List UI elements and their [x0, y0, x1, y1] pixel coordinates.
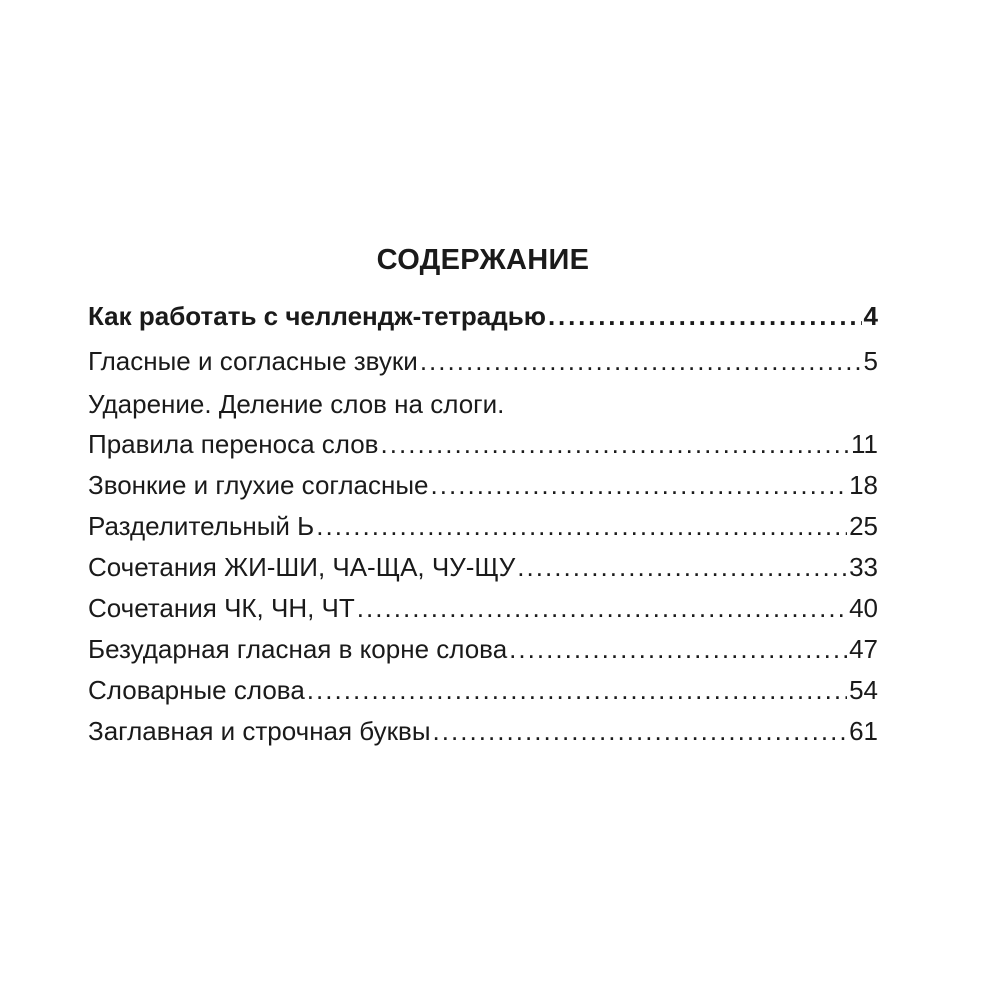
- toc-entry-page: 18: [849, 470, 878, 500]
- toc-entry-page: 4: [863, 301, 878, 331]
- dot-leader: [357, 588, 847, 628]
- dot-leader: [430, 465, 847, 505]
- toc-entry-line: [88, 629, 878, 669]
- toc-entry-title: Звонкие и глухие согласные: [88, 470, 429, 500]
- toc-entry-page: 33: [849, 552, 878, 582]
- toc-entry-line: [88, 296, 878, 336]
- toc-entry-line: [88, 506, 878, 546]
- dot-leader: [509, 629, 847, 669]
- toc-entry-line: [88, 711, 878, 751]
- toc-entry-page: 25: [849, 511, 878, 541]
- table-of-contents: [88, 238, 878, 752]
- toc-entry-page: 40: [849, 593, 878, 623]
- toc-entry-line: [88, 424, 878, 464]
- toc-entry: [88, 506, 878, 546]
- toc-entry: [88, 296, 878, 336]
- dot-leader: [433, 711, 848, 751]
- toc-entry-title: Безударная гласная в корне слова: [88, 634, 508, 664]
- toc-entry: [88, 547, 878, 587]
- dot-leader: [420, 341, 862, 381]
- toc-entry-line: [88, 465, 878, 505]
- dot-leader: [381, 424, 850, 464]
- toc-entry-title-line1: Ударение. Деление слов на слоги.: [88, 389, 505, 419]
- toc-entry-page: 5: [863, 346, 878, 376]
- toc-entry-line: [88, 670, 878, 710]
- toc-entry: [88, 711, 878, 751]
- toc-entry-page: 61: [849, 716, 878, 746]
- toc-entry-line: [88, 588, 878, 628]
- toc-entry-page: 11: [851, 429, 878, 459]
- toc-entry-title: Гласные и согласные звуки: [88, 346, 418, 376]
- dot-leader: [307, 670, 847, 710]
- dot-leader: [316, 506, 847, 546]
- dot-leader: [517, 547, 847, 587]
- page-title: СОДЕРЖАНИЕ: [376, 244, 590, 276]
- toc-entry-line: [88, 547, 878, 587]
- toc-entry: [88, 341, 878, 381]
- toc-entry-title: Разделительный Ь: [88, 511, 315, 541]
- toc-entry: [88, 670, 878, 710]
- toc-entry-title: Сочетания ЧК, ЧН, ЧТ: [88, 593, 355, 623]
- toc-entry-title: Сочетания ЖИ-ШИ, ЧА-ЩА, ЧУ-ЩУ: [88, 552, 516, 582]
- toc-entry: [88, 588, 878, 628]
- toc-entry-page: 54: [849, 675, 878, 705]
- toc-entry: [88, 465, 878, 505]
- dot-leader: [548, 296, 862, 336]
- toc-entry: [88, 384, 878, 464]
- toc-entry-page: 47: [849, 634, 878, 664]
- toc-entry-title: Правила переноса слов: [88, 429, 379, 459]
- toc-entry-title: Словарные слова: [88, 675, 305, 705]
- toc-entry-title: Заглавная и строчная буквы: [88, 716, 431, 746]
- toc-entry-title: Как работать с челлендж-тетрадью: [88, 301, 546, 331]
- toc-entry-line: [88, 341, 878, 381]
- toc-entry: [88, 629, 878, 669]
